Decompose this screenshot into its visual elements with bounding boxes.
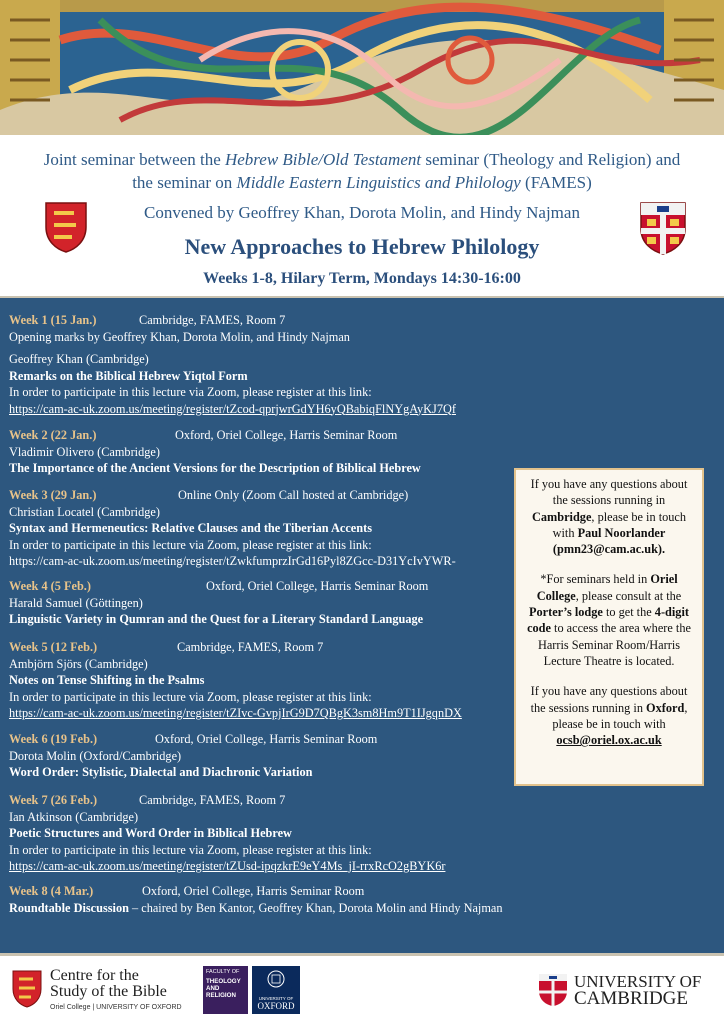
oxford-logo: UNIVERSITY OF OXFORD [252, 966, 300, 1014]
week-6-speaker: Dorota Molin (Oxford/Cambridge) [9, 748, 182, 763]
intro-line-2: the seminar on Middle Eastern Linguistics and Philology (FAMES) [132, 173, 592, 192]
week-5-zoom-note: In order to participate in this lecture via Zoom, please register at this link: [9, 689, 372, 704]
info-cambridge: If you have any questions about the sessions running in Cambridge, please be in touch with Paul Noorlander (pmn23@cam.ac.uk). [530, 477, 688, 557]
week-5-talk-title: Notes on Tense Shifting in the Psalms [9, 673, 205, 687]
week-2-talk-title: The Importance of the Ancient Versions for the Description of Biblical Hebrew [9, 461, 421, 475]
convened-by: Convened by Geoffrey Khan, Dorota Molin, and Hindy Najman [144, 203, 580, 222]
contact-info-box [514, 468, 704, 786]
week-3-talk-title: Syntax and Hermeneutics: Relative Clauses and the Tiberian Accents [9, 521, 372, 535]
theology-religion-logo: FACULTY OF THEOLOGY AND RELIGION [203, 966, 248, 1014]
csb-shield-icon [12, 970, 42, 1008]
week-3-speaker: Christian Locatel (Cambridge) [9, 504, 160, 519]
week-1-zoom-link[interactable]: https://cam-ac-uk.zoom.us/meeting/register/tZcod-qprjwrGdYH6yQBabiqFlNYgAyKJ7Qf [9, 401, 456, 416]
week-5-zoom-link[interactable]: https://cam-ac-uk.zoom.us/meeting/register/tZIvc-GvpjIrG9D7QBgK3sm8Hm9T1IJgqnDX [9, 706, 462, 720]
week-3-zoom-note: In order to participate in this lecture via Zoom, please register at this link: [9, 537, 372, 552]
cambridge-logo-icon [538, 973, 568, 1007]
week-4: Week 4 (5 Feb.) Oxford, Oriel College, Harris Seminar Room Harald Samuel (Göttingen) Linguistic Variety in Qumran and the Quest for a Literary Standard Language [9, 578, 509, 628]
week-7-zoom-link[interactable]: https://cam-ac-uk.zoom.us/meeting/register/tZUsd-ipqzkrE9eY4Ms_jI-rrxRcO2gBYK6r [9, 859, 446, 873]
week-6-talk-title: Word Order: Stylistic, Dialectal and Diachronic Variation [9, 765, 313, 779]
week-1-header: Week 1 (15 Jan.) Cambridge, FAMES, Room 7 [9, 313, 286, 327]
week-3: Week 3 (29 Jan.) Online Only (Zoom Call hosted at Cambridge) Christian Locatel (Cambridge) Syntax and Hermeneutics: Relative Clauses and the Tiberian Accents In order to participate in this lecture via Zoom, please register at this link: https://cam-ac-uk.zoom.us/meeting/register/tZwkfumprzIrGd16Pyl8ZGcc-D31YcIvYWR- [9, 487, 509, 570]
cambridge-logo-text: UNIVERSITY OF CAMBRIDGE [574, 972, 702, 1009]
illuminated-manuscript-banner [0, 0, 724, 135]
csb-logo-text: Centre for the Study of the Bible [50, 967, 167, 1000]
week-1-speaker: Geoffrey Khan (Cambridge) [9, 352, 149, 366]
week-4-speaker: Harald Samuel (Göttingen) [9, 595, 143, 610]
week-5: Week 5 (12 Feb.) Cambridge, FAMES, Room 7 Ambjörn Sjörs (Cambridge) Notes on Tense Shifting in the Psalms In order to participate in this lecture via Zoom, please register at this link: https://cam-ac-uk.zoom.us/meeting/register/tZIvc-GvpjIrG9D7QBgK3sm8Hm9T1IJgqnDX [9, 639, 509, 722]
oxford-crest-icon [266, 969, 286, 989]
week-3-zoom-link[interactable]: https://cam-ac-uk.zoom.us/meeting/register/tZwkfumprzIrGd16Pyl8ZGcc-D31YcIvYWR- [9, 554, 456, 568]
manuscript-knotwork-image [0, 0, 724, 135]
week-1-zoom-note: In order to participate in this lecture via Zoom, please register at this link: [9, 385, 372, 399]
week-5-speaker: Ambjörn Sjörs (Cambridge) [9, 656, 148, 671]
week-1-talk-title: Remarks on the Biblical Hebrew Yiqtol Form [9, 368, 248, 383]
week-6: Week 6 (19 Feb.) Oxford, Oriel College, Harris Seminar Room Dorota Molin (Oxford/Cambridge) Word Order: Stylistic, Dialectal and Diachronic Variation [9, 731, 509, 781]
info-oxford: If you have any questions about the sessions running in Oxford, please be in touch with ocsb@oriel.ox.ac.uk [530, 684, 688, 748]
week-2: Week 2 (22 Jan.) Oxford, Oriel College, Harris Seminar Room Vladimir Olivero (Cambridge) The Importance of the Ancient Versions for the Description of Biblical Hebrew [9, 427, 509, 477]
oxford-email-link[interactable]: ocsb@oriel.ox.ac.uk [556, 733, 662, 748]
info-oriel: *For seminars held in Oriel College, please consult at the Porter’s lodge to get the 4-digit code to access the area where the Harris Seminar Room/Harris Lecture Theatre is located. [527, 572, 691, 668]
page-title: New Approaches to Hebrew Philology [184, 234, 540, 259]
week-7-zoom-note: In order to participate in this lecture via Zoom, please register at this link: [9, 842, 372, 857]
oriel-crest-icon [44, 201, 88, 253]
cambridge-crest-icon [639, 201, 687, 255]
page-subtitle: Weeks 1-8, Hilary Term, Mondays 14:30-16:00 [203, 270, 521, 287]
week-8-talk-title: Roundtable Discussion – chaired by Ben Kantor, Geoffrey Khan, Dorota Molin and Hindy Najman [9, 900, 503, 915]
week-4-talk-title: Linguistic Variety in Qumran and the Quest for a Literary Standard Language [9, 612, 424, 626]
week-1 [9, 312, 509, 417]
week-2-speaker: Vladimir Olivero (Cambridge) [9, 444, 160, 459]
week-7: Week 7 (26 Feb.) Cambridge, FAMES, Room 7 Ian Atkinson (Cambridge) Poetic Structures and Word Order in Biblical Hebrew In order to participate in this lecture via Zoom, please register at this link: https://cam-ac-uk.zoom.us/meeting/register/tZUsd-ipqzkrE9eY4Ms_jI-rrxRcO2gBYK6r [9, 792, 509, 875]
csb-logo-subtext: Oriel College | UNIVERSITY OF OXFORD [50, 1004, 182, 1011]
intro-line-1: Joint seminar between the Hebrew Bible/Old Testament seminar (Theology and Religion) and [43, 150, 681, 169]
week-1-opening: Opening marks by Geoffrey Khan, Dorota Molin, and Hindy Najman [9, 329, 350, 344]
week-7-talk-title: Poetic Structures and Word Order in Biblical Hebrew [9, 826, 292, 840]
week-8: Week 8 (4 Mar.) Oxford, Oriel College, Harris Seminar Room Roundtable Discussion – chaired by Ben Kantor, Geoffrey Khan, Dorota Molin and Hindy Najman [9, 883, 509, 916]
week-7-speaker: Ian Atkinson (Cambridge) [9, 809, 139, 824]
